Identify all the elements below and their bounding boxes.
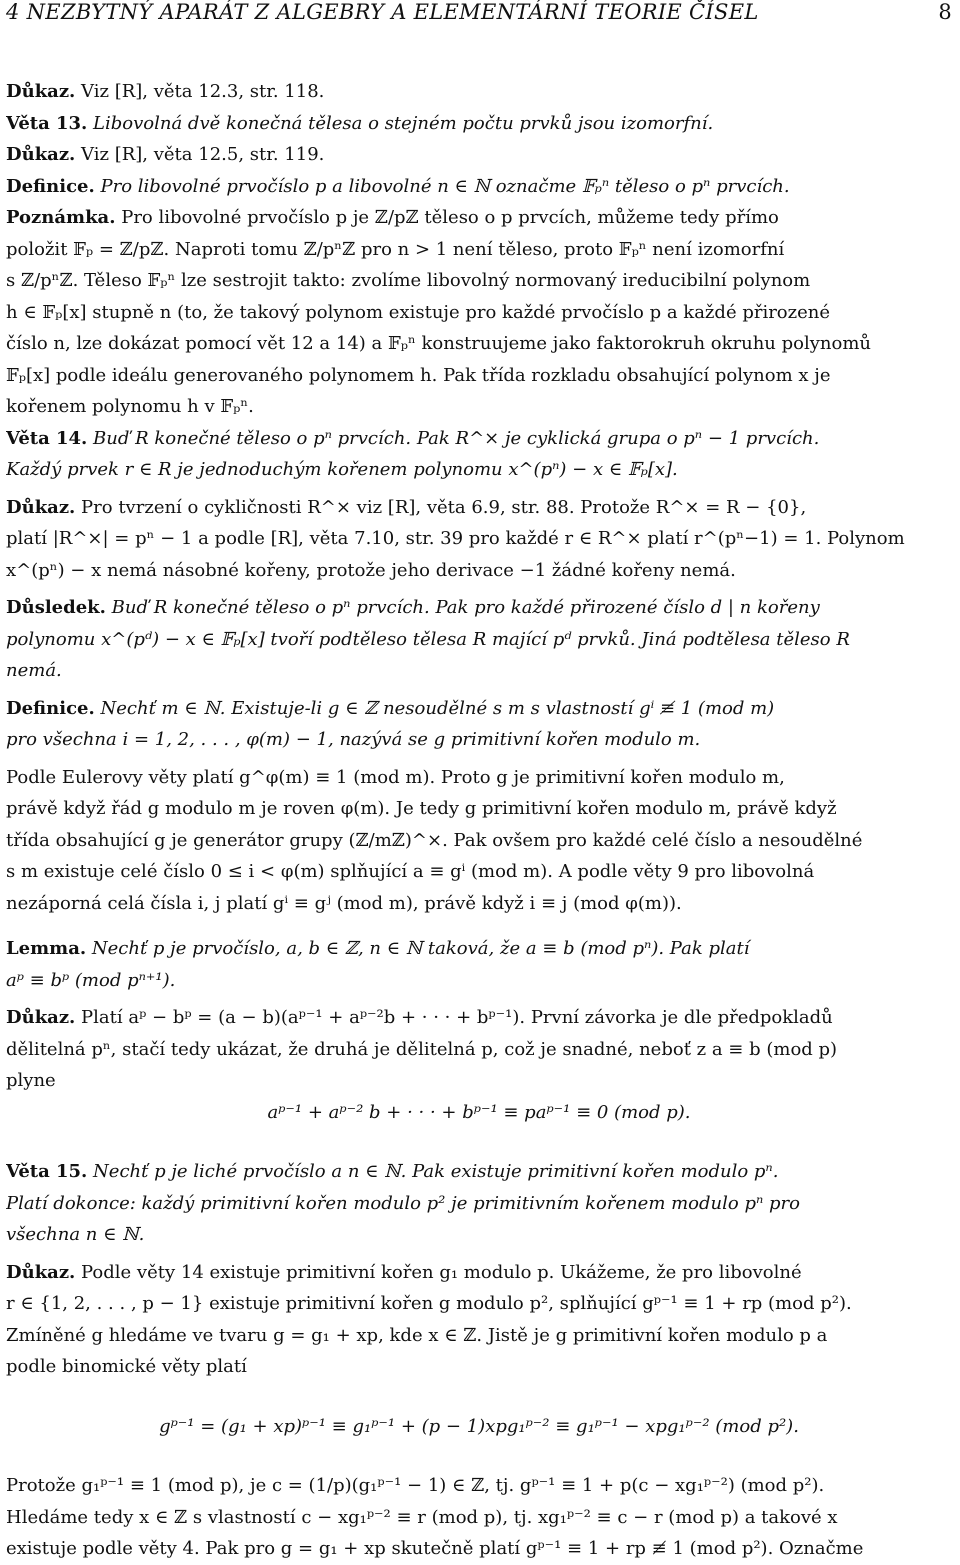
text-line — [6, 1288, 952, 1320]
text-run: Pro libovolné prvočíslo p je ℤ/pℤ těleso o p prvcích, můžeme tedy přímo — [115, 207, 779, 228]
text-run: podle binomické věty platí — [6, 1356, 247, 1377]
text-run: Buď R konečné těleso o pⁿ prvcích. Pak pro každé přirozené číslo d | n kořeny — [105, 597, 820, 618]
text-run: položit 𝔽ₚ = ℤ/pℤ. Naproti tomu ℤ/pⁿℤ pro n > 1 není těleso, proto 𝔽ₚⁿ není izomorfní — [6, 238, 785, 260]
display-formula: aᵖ⁻¹ + aᵖ⁻² b + · · · + bᵖ⁻¹ ≡ paᵖ⁻¹ ≡ 0 (mod p). — [267, 1101, 691, 1123]
text-run: Podle Eulerovy věty platí g^φ(m) ≡ 1 (mod m). Proto g je primitivní kořen modulo m, — [6, 766, 785, 788]
text-line — [6, 1351, 952, 1383]
paragraph-spacing — [6, 919, 952, 933]
text-line — [6, 1502, 952, 1534]
text-line — [6, 454, 952, 486]
text-line — [6, 1533, 952, 1565]
text-line — [6, 655, 952, 687]
text-run: Podle věty 14 existuje primitivní kořen g₁ modulo p. Ukážeme, že pro libovolné — [75, 1261, 802, 1283]
text-line — [6, 1257, 952, 1289]
paragraph-spacing — [6, 1383, 952, 1411]
statement-label: Důkaz. — [6, 1261, 76, 1283]
text-run: číslo n, lze dokázat pomocí vět 12 a 14) a 𝔽ₚⁿ konstruujeme jako faktorokruh okruhu polynomů — [6, 333, 871, 354]
paragraph — [6, 492, 952, 587]
paragraph — [6, 139, 952, 171]
text-line — [6, 1320, 952, 1352]
text-run: Libovolná dvě konečná tělesa o stejném počtu prvků jsou izomorfní. — [87, 112, 714, 134]
text-run: polynomu x^(pᵈ) − x ∈ 𝔽ₚ[x] tvoří podtěleso tělesa R mající pᵈ prvků. Jiná podtělesa těleso R — [6, 628, 850, 650]
paragraph — [6, 592, 952, 687]
text-line — [6, 297, 952, 329]
text-line — [6, 328, 952, 360]
statement-label: Věta 15. — [6, 1161, 88, 1182]
paragraph — [6, 1257, 952, 1383]
paragraph — [6, 76, 952, 108]
text-line — [6, 171, 952, 203]
statement-label: Lemma. — [6, 938, 87, 959]
text-line — [6, 391, 952, 423]
page-number: 8 — [938, 0, 952, 24]
text-line — [6, 76, 952, 108]
text-run: nezáporná celá čísla i, j platí gⁱ ≡ gʲ (mod m), právě když i ≡ j (mod φ(m)). — [6, 892, 682, 914]
text-line — [6, 624, 952, 656]
text-line — [6, 492, 952, 524]
statement-label: Věta 14. — [6, 427, 88, 449]
text-run: všechna n ∈ ℕ. — [6, 1224, 145, 1245]
text-run: Nechť p je liché prvočíslo a n ∈ ℕ. Pak existuje primitivní kořen modulo pⁿ. — [87, 1161, 779, 1182]
text-line — [6, 762, 952, 794]
statement-label: Důkaz. — [6, 81, 76, 102]
text-line — [6, 724, 952, 756]
text-run: Pro tvrzení o cykličnosti R^× viz [R], věta 6.9, str. 88. Protože R^× = R − {0}, — [75, 496, 807, 518]
text-line — [6, 592, 952, 624]
text-run: h ∈ 𝔽ₚ[x] stupně n (to, že takový polynom existuje pro každé prvočíslo p a každé přirozené — [6, 301, 831, 323]
text-line — [6, 693, 952, 725]
text-run: Platí aᵖ − bᵖ = (a − b)(aᵖ⁻¹ + aᵖ⁻²b + · · · + bᵖ⁻¹). První závorka je dle předpokladů — [75, 1007, 833, 1028]
paragraph-spacing — [6, 1442, 952, 1470]
text-run: r ∈ {1, 2, . . . , p − 1} existuje primitivní kořen g modulo p², splňující gᵖ⁻¹ ≡ 1 + rp (mod p²). — [6, 1293, 852, 1314]
text-line — [6, 793, 952, 825]
text-line — [6, 1470, 952, 1502]
paragraph — [6, 1411, 952, 1443]
paragraph — [6, 171, 952, 203]
text-line — [6, 1065, 952, 1097]
text-run: třída obsahující g je generátor grupy (ℤ/mℤ)^×. Pak ovšem pro každé celé číslo a nesoudělné — [6, 829, 863, 851]
text-line — [6, 139, 952, 171]
text-line — [6, 423, 952, 455]
text-run: Hledáme tedy x ∈ ℤ s vlastností c − xg₁ᵖ⁻² ≡ r (mod p), tj. xg₁ᵖ⁻² ≡ c − r (mod p) a takové x — [6, 1506, 838, 1528]
text-line — [6, 1188, 952, 1220]
paragraph — [6, 762, 952, 920]
text-line — [6, 202, 952, 234]
text-run: dělitelná pⁿ, stačí tedy ukázat, že druhá je dělitelná p, což je snadné, neboť z a ≡ b (mod p) — [6, 1038, 838, 1060]
paragraph — [6, 1470, 952, 1565]
text-line — [6, 234, 952, 266]
text-line — [6, 360, 952, 392]
text-line — [6, 1411, 952, 1443]
statement-label: Důkaz. — [6, 144, 76, 165]
text-line — [6, 1219, 952, 1251]
text-run: Protože g₁ᵖ⁻¹ ≡ 1 (mod p), je c = (1/p)(g₁ᵖ⁻¹ − 1) ∈ ℤ, tj. gᵖ⁻¹ ≡ 1 + p(c − xg₁ᵖ⁻²) (mod p²). — [6, 1475, 825, 1496]
text-line — [6, 1034, 952, 1066]
text-line — [6, 108, 952, 140]
paragraph — [6, 1002, 952, 1128]
text-run: aᵖ ≡ bᵖ (mod pⁿ⁺¹). — [6, 969, 176, 991]
text-run: x^(pⁿ) − x nemá násobné kořeny, protože jeho derivace −1 žádné kořeny nemá. — [6, 559, 736, 581]
text-line — [6, 856, 952, 888]
statement-label: Definice. — [6, 697, 95, 719]
statement-label: Důkaz. — [6, 496, 76, 518]
paragraph-spacing — [6, 1128, 952, 1156]
text-run: pro všechna i = 1, 2, . . . , φ(m) − 1, nazývá se g primitivní kořen modulo m. — [6, 729, 701, 750]
text-run: nemá. — [6, 660, 62, 681]
text-run: Nechť m ∈ ℕ. Existuje-li g ∈ ℤ nesoudělné s m s vlastností gⁱ ≢ 1 (mod m) — [94, 697, 775, 719]
paragraph — [6, 1156, 952, 1251]
text-line — [6, 1097, 952, 1129]
statement-label: Důsledek. — [6, 597, 106, 618]
text-run: existuje podle věty 4. Pak pro g = g₁ + xp skutečně platí gᵖ⁻¹ ≡ 1 + rp ≢ 1 (mod p²). Označme — [6, 1538, 864, 1559]
paragraph — [6, 423, 952, 486]
text-run: s ℤ/pⁿℤ. Těleso 𝔽ₚⁿ lze sestrojit takto: zvolíme libovolný normovaný ireducibilní polynom — [6, 270, 811, 291]
text-run: 𝔽ₚ[x] podle ideálu generovaného polynomem h. Pak třída rozkladu obsahující polynom x je — [6, 364, 831, 386]
text-line — [6, 555, 952, 587]
paragraph — [6, 693, 952, 756]
statement-label: Definice. — [6, 175, 95, 197]
paragraph — [6, 933, 952, 996]
display-formula: gᵖ⁻¹ = (g₁ + xp)ᵖ⁻¹ ≡ g₁ᵖ⁻¹ + (p − 1)xpg₁ᵖ⁻² ≡ g₁ᵖ⁻¹ − xpg₁ᵖ⁻² (mod p²). — [159, 1415, 799, 1437]
text-line — [6, 523, 952, 555]
statement-label: Důkaz. — [6, 1007, 76, 1028]
text-line — [6, 965, 952, 997]
text-run: Viz [R], věta 12.3, str. 118. — [75, 81, 325, 102]
text-line — [6, 888, 952, 920]
statement-label: Věta 13. — [6, 112, 88, 134]
text-run: Buď R konečné těleso o pⁿ prvcích. Pak R^× je cyklická grupa o pⁿ − 1 prvcích. — [87, 427, 820, 449]
text-line — [6, 933, 952, 965]
text-line — [6, 1002, 952, 1034]
section-heading: 4 NEZBYTNÝ APARÁT Z ALGEBRY A ELEMENTÁRNÍ TEORIE ČÍSEL — [6, 0, 759, 24]
text-run: s m existuje celé číslo 0 ≤ i < φ(m) splňující a ≡ gⁱ (mod m). A podle věty 9 pro libovolná — [6, 861, 815, 882]
text-run: Nechť p je prvočíslo, a, b ∈ ℤ, n ∈ ℕ taková, že a ≡ b (mod pⁿ). Pak platí — [86, 938, 750, 959]
running-header — [6, 0, 952, 30]
paragraph — [6, 108, 952, 140]
text-run: platí |R^×| = pⁿ − 1 a podle [R], věta 7.10, str. 39 pro každé r ∈ R^× platí r^(pⁿ−1) = 1. Polynom — [6, 528, 905, 549]
text-run: plyne — [6, 1070, 56, 1091]
paragraph — [6, 202, 952, 423]
text-run: kořenem polynomu h v 𝔽ₚⁿ. — [6, 396, 254, 417]
page-body — [6, 70, 952, 1565]
text-line — [6, 265, 952, 297]
text-run: Viz [R], věta 12.5, str. 119. — [75, 144, 325, 165]
text-line — [6, 825, 952, 857]
text-run: právě když řád g modulo m je roven φ(m). Je tedy g primitivní kořen modulo m, právě když — [6, 798, 837, 819]
text-run: Platí dokonce: každý primitivní kořen modulo p² je primitivním kořenem modulo pⁿ pro — [6, 1192, 800, 1214]
text-line — [6, 1156, 952, 1188]
text-run: Zmíněné g hledáme ve tvaru g = g₁ + xp, kde x ∈ ℤ. Jistě je g primitivní kořen modulo p a — [6, 1324, 828, 1346]
text-run: Každý prvek r ∈ R je jednoduchým kořenem polynomu x^(pⁿ) − x ∈ 𝔽ₚ[x]. — [6, 459, 678, 480]
text-run: Pro libovolné prvočíslo p a libovolné n ∈ ℕ označme 𝔽ₚⁿ těleso o pⁿ prvcích. — [94, 175, 790, 197]
statement-label: Poznámka. — [6, 207, 116, 228]
